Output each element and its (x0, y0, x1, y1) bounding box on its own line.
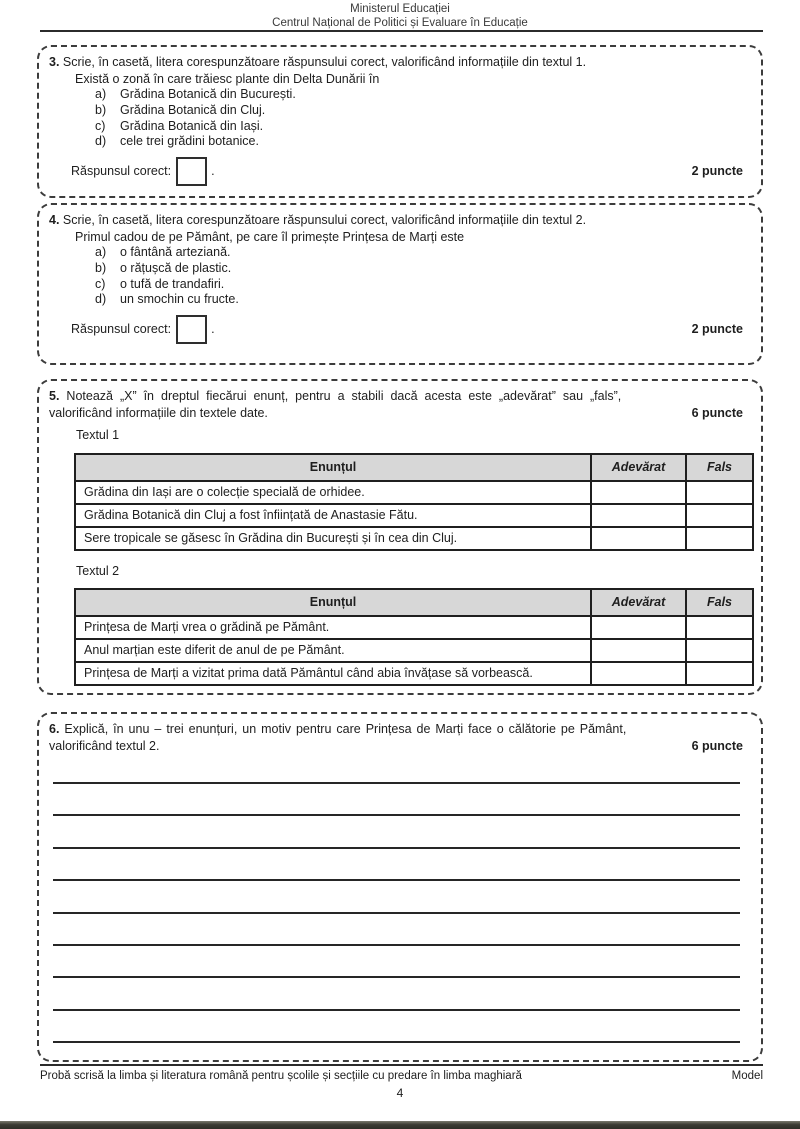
true-cell[interactable] (591, 662, 686, 685)
statement-cell: Anul marțian este diferit de anul de pe Pământ. (75, 639, 591, 662)
question-4-answer-row (71, 315, 749, 344)
answer-label: Răspunsul corect: (71, 164, 172, 179)
statement-cell: Grădina din Iași are o colecție specială de orhidee. (75, 481, 591, 504)
writing-line[interactable] (53, 1011, 740, 1043)
scan-edge-bar (0, 1121, 800, 1129)
text1-label: Textul 1 (76, 428, 120, 442)
false-cell[interactable] (686, 616, 753, 639)
true-cell[interactable] (591, 616, 686, 639)
option-text: o tufă de trandafiri. (120, 276, 225, 291)
true-cell[interactable] (591, 639, 686, 662)
writing-line[interactable] (53, 946, 740, 978)
question-6-box (37, 712, 763, 1062)
writing-line[interactable] (53, 784, 740, 816)
option-letter: a) (95, 87, 107, 101)
header-center: Centrul Național de Politici și Evaluare în Educație (272, 17, 528, 29)
option-text: Grădina Botanică din Iași. (120, 118, 264, 133)
table-row (75, 639, 753, 662)
statement-cell: Sere tropicale se găsesc în Grădina din București și în cea din Cluj. (75, 527, 591, 550)
option-letter: d) (95, 134, 107, 149)
question-4-box (37, 203, 763, 365)
question-5-number: 5. (49, 389, 60, 403)
false-header: Fals (686, 454, 753, 481)
option-letter: c) (95, 276, 106, 291)
writing-line[interactable] (53, 881, 740, 913)
question-4-prompt: 4. Scrie, în casetă, litera corespunzătoare răspunsului corect, valorificând informațiile din textul 2. (49, 213, 587, 227)
header-divider (40, 30, 763, 32)
question-3-stem: Există o zonă în care trăiesc plante din Delta Dunării în (75, 71, 380, 86)
table-row (75, 616, 753, 639)
question-4-points: 2 puncte (691, 322, 743, 337)
false-cell[interactable] (686, 639, 753, 662)
option-text: un smochin cu fructe. (120, 292, 239, 307)
footer-model-label: Model (731, 1070, 763, 1082)
writing-line[interactable] (53, 816, 740, 848)
answer-writing-area (53, 754, 740, 1043)
question-4-stem: Primul cadou de pe Pământ, pe care îl primește Prințesa de Marți este (75, 229, 465, 244)
false-cell[interactable] (686, 527, 753, 550)
statement-header: Enunțul (75, 454, 591, 481)
question-5-points: 6 puncte (691, 405, 743, 420)
answer-period: . (211, 322, 215, 337)
answer-label: Răspunsul corect: (71, 322, 172, 337)
option-text: Grădina Botanică din Cluj. (120, 102, 266, 117)
option-letter: d) (95, 292, 107, 307)
true-cell[interactable] (591, 481, 686, 504)
statement-header: Enunțul (75, 589, 591, 616)
option-text: Grădina Botanică din București. (120, 87, 296, 101)
false-cell[interactable] (686, 481, 753, 504)
table-header-row (75, 589, 753, 616)
false-cell[interactable] (686, 662, 753, 685)
question-3-prompt: 3. Scrie, în casetă, litera corespunzătoare răspunsului corect, valorificând informațiile din textul 1. (49, 55, 587, 69)
option-row (95, 87, 749, 103)
statement-cell: Grădina Botanică din Cluj a fost înființată de Anastasie Fătu. (75, 504, 591, 527)
question-6-prompt-line2: valorificând textul 2. 6 puncte (49, 738, 743, 753)
question-6-number: 6. (49, 722, 60, 736)
question-3-points: 2 puncte (691, 164, 743, 179)
footer-divider (40, 1064, 763, 1066)
question-4-options (95, 245, 749, 308)
writing-line[interactable] (53, 914, 740, 946)
option-row (95, 277, 749, 293)
false-cell[interactable] (686, 504, 753, 527)
option-row (95, 261, 749, 277)
question-5-box (37, 379, 763, 695)
question-5-prompt-line1: 5. Notează „X” în dreptul fiecărui enunț, pentru a stabili dacă acesta este „adevărat” sau „fals”, (49, 389, 622, 403)
table-row (75, 662, 753, 685)
question-4-number: 4. (49, 213, 60, 227)
question-5-prompt-line2: valorificând informațiile din textele date. 6 puncte (49, 405, 743, 420)
option-letter: b) (95, 260, 107, 275)
answer-box-q3[interactable] (176, 157, 207, 186)
option-letter: b) (95, 102, 107, 117)
header-ministry: Ministerul Educației (350, 3, 450, 15)
text2-label: Textul 2 (76, 563, 120, 578)
false-header: Fals (686, 589, 753, 616)
option-row (95, 245, 749, 261)
statement-cell: Prințesa de Marți a vizitat prima dată Pământul când abia învățase să vorbească. (75, 662, 591, 685)
option-row (95, 103, 749, 119)
option-row (95, 119, 749, 135)
writing-line[interactable] (53, 849, 740, 881)
page-footer (40, 1070, 763, 1082)
true-cell[interactable] (591, 504, 686, 527)
answer-period: . (211, 164, 215, 179)
option-letter: c) (95, 118, 106, 133)
true-false-table-text1 (74, 453, 754, 551)
writing-line[interactable] (53, 978, 740, 1010)
question-6-prompt-line1: 6. Explică, în unu – trei enunțuri, un motiv pentru care Prințesa de Marți face o călătorie pe Pământ, (49, 722, 627, 736)
true-header: Adevărat (591, 589, 686, 616)
footer-exam-title: Probă scrisă la limba și literatura română pentru școlile și secțiile cu predare în limba maghiară (40, 1070, 522, 1082)
question-3-box (37, 45, 763, 198)
option-text: cele trei grădini botanice. (120, 134, 259, 149)
document-header (0, 2, 800, 30)
true-false-table-text2 (74, 588, 754, 686)
option-letter: a) (95, 245, 107, 259)
table-header-row (75, 454, 753, 481)
option-text: o rățușcă de plastic. (120, 260, 232, 275)
answer-box-q4[interactable] (176, 315, 207, 344)
writing-line[interactable] (53, 754, 740, 784)
option-text: o fântână arteziană. (120, 245, 231, 259)
question-6-points: 6 puncte (691, 738, 743, 753)
question-3-answer-row (71, 157, 749, 186)
table-row (75, 504, 753, 527)
question-3-options (95, 87, 749, 150)
option-row (95, 134, 749, 150)
table-row (75, 527, 753, 550)
option-row (95, 292, 749, 308)
table-row (75, 481, 753, 504)
statement-cell: Prințesa de Marți vrea o grădină pe Pământ. (75, 616, 591, 639)
page-number: 4 (396, 1086, 404, 1100)
true-header: Adevărat (591, 454, 686, 481)
question-3-number: 3. (49, 55, 60, 69)
true-cell[interactable] (591, 527, 686, 550)
